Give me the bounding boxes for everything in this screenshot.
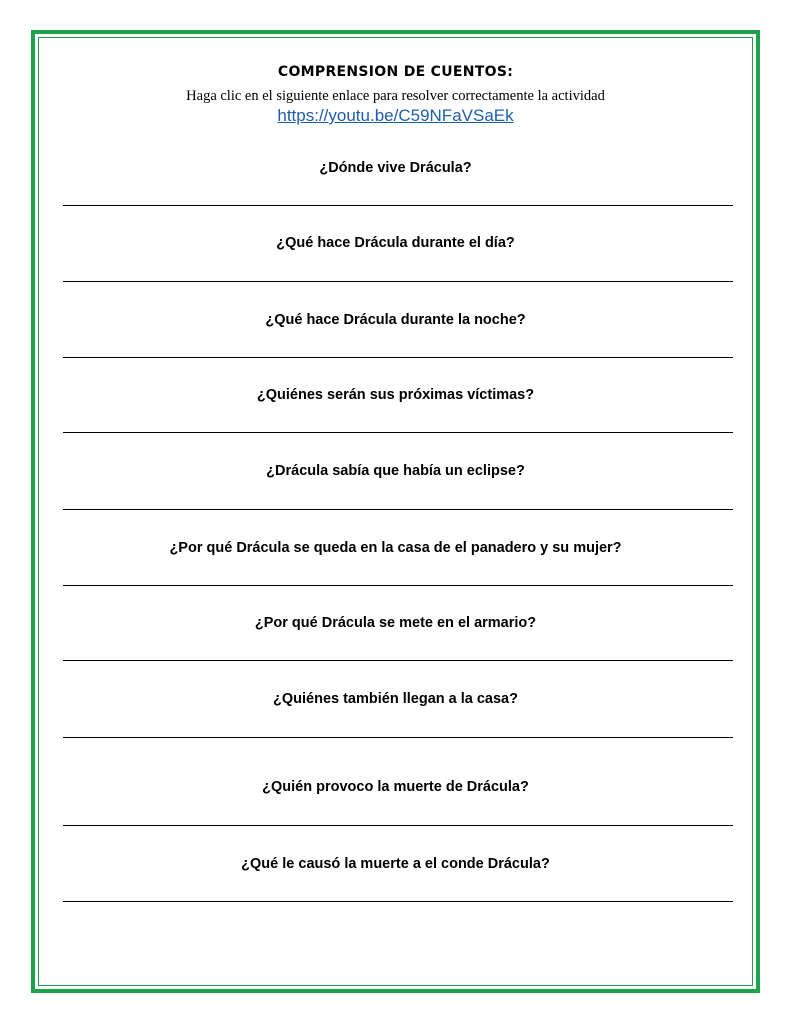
question-3: ¿Qué hace Drácula durante la noche? — [265, 312, 526, 328]
question-8: ¿Quiénes también llegan a la casa? — [273, 691, 518, 707]
question-7: ¿Por qué Drácula se mete en el armario? — [254, 615, 537, 631]
answer-line-2[interactable] — [63, 281, 733, 282]
question-10: ¿Qué le causó la muerte a el conde Drácula? — [241, 856, 550, 872]
question-6: ¿Por qué Drácula se queda en la casa de el panadero y su mujer? — [169, 540, 622, 556]
answer-line-3[interactable] — [63, 357, 733, 358]
answer-line-1[interactable] — [63, 205, 733, 206]
answer-line-8[interactable] — [63, 737, 733, 738]
answer-line-4[interactable] — [63, 432, 733, 433]
question-4: ¿Quiénes serán sus próximas víctimas? — [256, 387, 535, 403]
answer-line-5[interactable] — [63, 509, 733, 510]
answer-line-9[interactable] — [63, 825, 733, 826]
question-9: ¿Quién provoco la muerte de Drácula? — [262, 779, 529, 795]
video-link[interactable]: https://youtu.be/C59NFaVSaEk — [277, 106, 514, 125]
answer-line-10[interactable] — [63, 901, 733, 902]
worksheet-title: COMPRENSION DE CUENTOS: — [277, 64, 514, 80]
question-1: ¿Dónde vive Drácula? — [319, 160, 472, 176]
answer-line-6[interactable] — [63, 585, 733, 586]
question-5: ¿Drácula sabía que había un eclipse? — [266, 463, 525, 479]
answer-line-7[interactable] — [63, 660, 733, 661]
page-border-inner — [38, 37, 753, 986]
worksheet-instruction: Haga clic en el siguiente enlace para resolver correctamente la actividad — [186, 88, 605, 104]
question-2: ¿Qué hace Drácula durante el día? — [276, 235, 515, 251]
